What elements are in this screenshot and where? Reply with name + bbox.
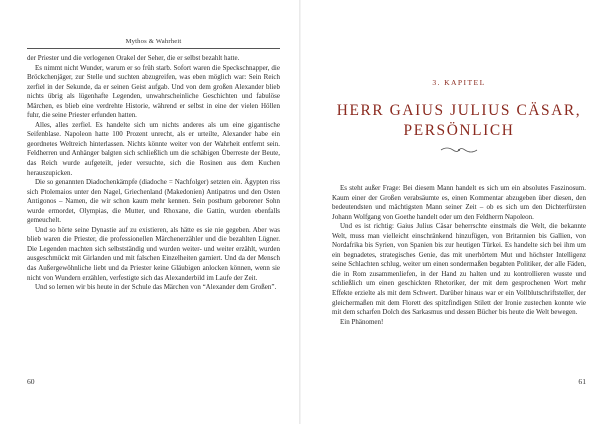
- paragraph: Alles, alles zerfiel. Es handelte sich um nichts anderes als um eine gigantische Seifenblase. Napoleon hatte 100 Prozent unrecht, als er urteilte, Alexander habe ein geordnetes Weltreich hinterlassen. Nichts könnte weiter von der Wahrheit entfernt sein. Feldherren und Anhänger balgten sich schließlich um die schäbigen Überreste der Beute, das Reich wurde aufgeteilt, jeder versuchte, sich die Rosinen aus dem Kuchen herauszupicken.: [27, 120, 280, 177]
- left-page-body: [27, 54, 280, 293]
- right-page-body: [332, 184, 586, 327]
- chapter-title-line: PERSÖNLICH: [403, 122, 515, 139]
- flourish-ornament-icon: [439, 145, 479, 155]
- running-head: Mythos & Wahrheit: [125, 38, 182, 45]
- chapter-label: 3. KAPITEL: [432, 78, 486, 87]
- paragraph: Und so hörte seine Dynastie auf zu existieren, als hätte es sie nie gegeben. Aber was blieb waren die Priester, die professionellen Märchenerzähler und die bezahlten Lügner. Die Legenden machten sich selbstständig und wurden weiter- und weiter erzählt, wurden ausgeschmückt mit Girlanden und mit falschen Einzelheiten garniert. Und da der Mensch das Außergewöhnliche liebt und da Priester keine Gläubigen anlocken können, wenn sie nicht von Wundern erzählen, verfestigte sich das Alexanderbild im Laufe der Zeit.: [27, 225, 280, 282]
- chapter-title: [332, 101, 586, 141]
- chapter-title-line: HERR GAIUS JULIUS CÄSAR,: [336, 102, 582, 119]
- paragraph: Die so genannten Diadochenkämpfe (diadoche = Nachfolger) setzten ein. Ägypten riss sich Ptolemaios unter den Nagel, Griechenland (Makedonien) Antipatros und den Osten Antigonos – Namen, die wir schon kaum mehr kennen. Sein posthum geborener Sohn wurde ermordet, Olympias, die Mutter, und Rhoxane, die Gattin, wurden ebenfalls gemeuchelt.: [27, 178, 280, 225]
- header-rule: [27, 48, 280, 49]
- paragraph: Ein Phänomen!: [340, 317, 384, 326]
- paragraph: Es nimmt nicht Wunder, warum er so früh starb. Sofort waren die Speckschnapper, die Bröckchenjäger, zur Stelle und suchten abzugreifen, was eben möglich war: Sein Reich zerfiel in der Sekunde, da er seinen Geist aufgab. Und von dem großen Alexander blieb nichts übrig als lügenhafte Legenden, unwahrscheinliche Geschichten und fabulöse Märchen, es blieb eine verdrehte Historie, während er selbst in eine der vielen Höllen fuhr, die seine Priester erfunden hatten.: [27, 63, 280, 120]
- page-number-left: 60: [27, 377, 35, 386]
- page-number-right: 61: [578, 377, 586, 386]
- paragraph: Und es ist richtig: Gaius Julius Cäsar beherrschte einstmals die Welt, die bekannte Welt, muss man vielleicht einschränkend hinzufügen, von Britannien bis Gallien, von Nordafrika bis Syrien, von Spanien bis zur heutigen Türkei. Es handelte sich bei ihm um ein begnadetes, strategisches Genie, das mit unerhörtem Mut und höchster Intelligenz seine Schlachten schlug, weiter um einen sondermaßen begabten Politiker, der alle Fäden, die in Rom zusammenliefen, in der Hand zu halten und zu kontrollieren wusste und schließlich um einen geschickten Rhetoriker, der mit dem gesprochenen Wort mehr Effekte erzielte als mit dem Schwert. Darüber hinaus war er ein Vollblutschriftsteller, der gleichermaßen mit dem Florett des spitzfindigen Stilett der Ironie zustechen konnte wie mit dem scharfen Dolch des Sarkasmus und dessen Bücher bis heute die Welt bewegen.: [332, 222, 586, 317]
- paragraph: der Priester und die verlogenen Orakel der Seher, die er selbst bezahlt hatte.: [27, 54, 240, 62]
- paragraph: Und so lernen wir bis heute in der Schule das Märchen von “Alexander dem Großen”.: [35, 283, 277, 292]
- paragraph: Es steht außer Frage: Bei diesem Mann handelt es sich um ein absolutes Faszinosum. Kaum einer der Großen verabsäumte es, einen Kommentar abzugeben über diesen, den bedeutendsten und mächtigsten Mann seiner Zeit – ob es sich um den Dichterfürsten Johann Wolfgang von Goethe handelt oder um den Feldherrn Napoleon.: [332, 184, 586, 221]
- right-page: [300, 0, 600, 424]
